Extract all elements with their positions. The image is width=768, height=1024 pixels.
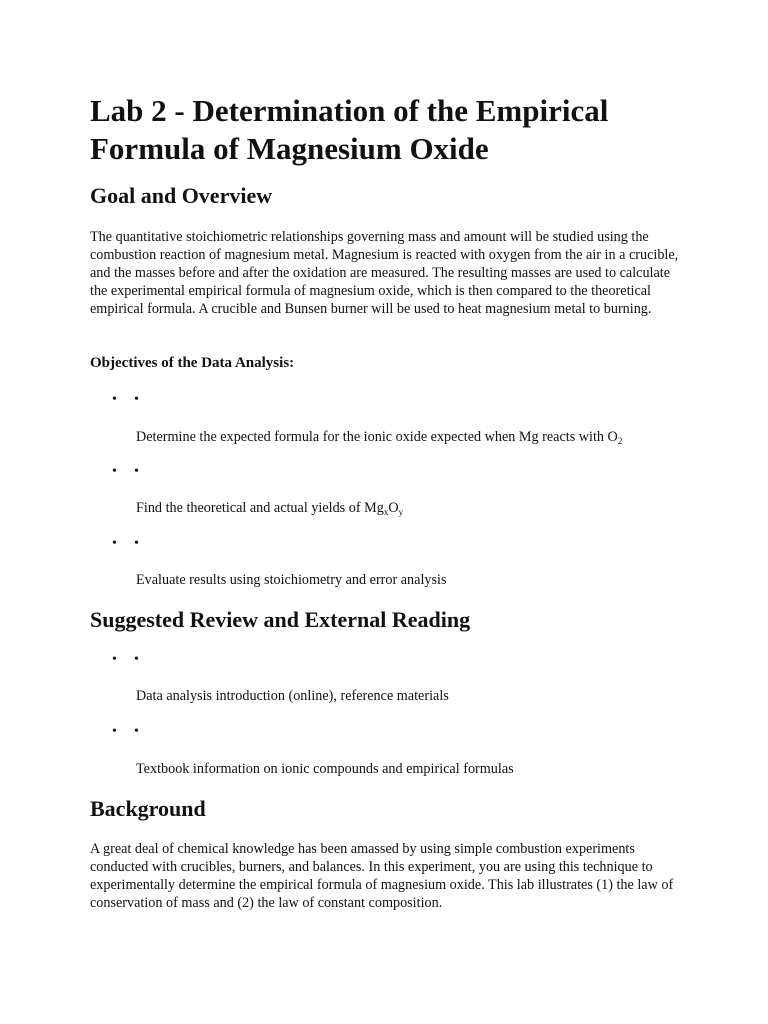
background-heading: Background [90, 796, 206, 821]
reading-item-2 [136, 760, 514, 778]
subscript: 2 [617, 436, 623, 446]
objective-item-3 [136, 571, 446, 589]
reading-heading: Suggested Review and External Reading [90, 607, 471, 632]
subscript: y [398, 507, 404, 517]
bullet-glyph: • [134, 724, 139, 739]
bullet-glyph: • [112, 392, 117, 407]
bullet-glyph: • [134, 464, 139, 479]
objectives-heading: Objectives of the Data Analysis: [90, 355, 295, 371]
page-title: Lab 2 - Determination of the Empirical Formula of Magnesium Oxide [90, 93, 609, 166]
objective-item-3-text: Evaluate results using stoichiometry and error analysis [136, 572, 447, 588]
bullet-glyph: • [134, 536, 139, 551]
bullet-glyph: • [112, 724, 117, 739]
goal-heading: Goal and Overview [90, 183, 273, 208]
bullet-glyph: • [134, 652, 139, 667]
bullet-glyph: • [134, 392, 139, 407]
bullet-glyph: • [112, 652, 117, 667]
goal-paragraph: The quantitative stoichiometric relationships governing mass and amount will be studied using the combustion reaction of magnesium metal. Magnesium is reacted with oxygen from the air in a crucible, and the masses before and after the oxidation are measured. The resulting masses are used to calculate the experimental empirical formula of magnesium oxide, which is then compared to the theoretical empirical formula. A crucible and Bunsen burner will be used to heat magnesium metal to burning. [90, 229, 679, 317]
reading-item-1-text: Data analysis introduction (online), reference materials [136, 688, 449, 704]
objective-item-2 [136, 499, 403, 517]
reading-item-2-text: Textbook information on ionic compounds and empirical formulas [136, 761, 514, 777]
subscript: x [383, 507, 389, 517]
formula-part: O [388, 500, 399, 516]
bullet-glyph: • [112, 464, 117, 479]
objective-item-2-text: Find the theoretical and actual yields of Mg [136, 500, 384, 516]
background-paragraph: A great deal of chemical knowledge has been amassed by using simple combustion experiments conducted with crucibles, burners, and balances. In this experiment, you are using this technique to experimentally determine the empirical formula of magnesium oxide. This lab illustrates (1) the law of conservation of mass and (2) the law of constant composition. [90, 841, 674, 911]
objective-item-1 [136, 428, 622, 446]
reading-item-1 [136, 687, 449, 705]
bullet-glyph: • [112, 536, 117, 551]
objective-item-1-text: Determine the expected formula for the ionic oxide expected when Mg reacts with O [136, 429, 618, 445]
